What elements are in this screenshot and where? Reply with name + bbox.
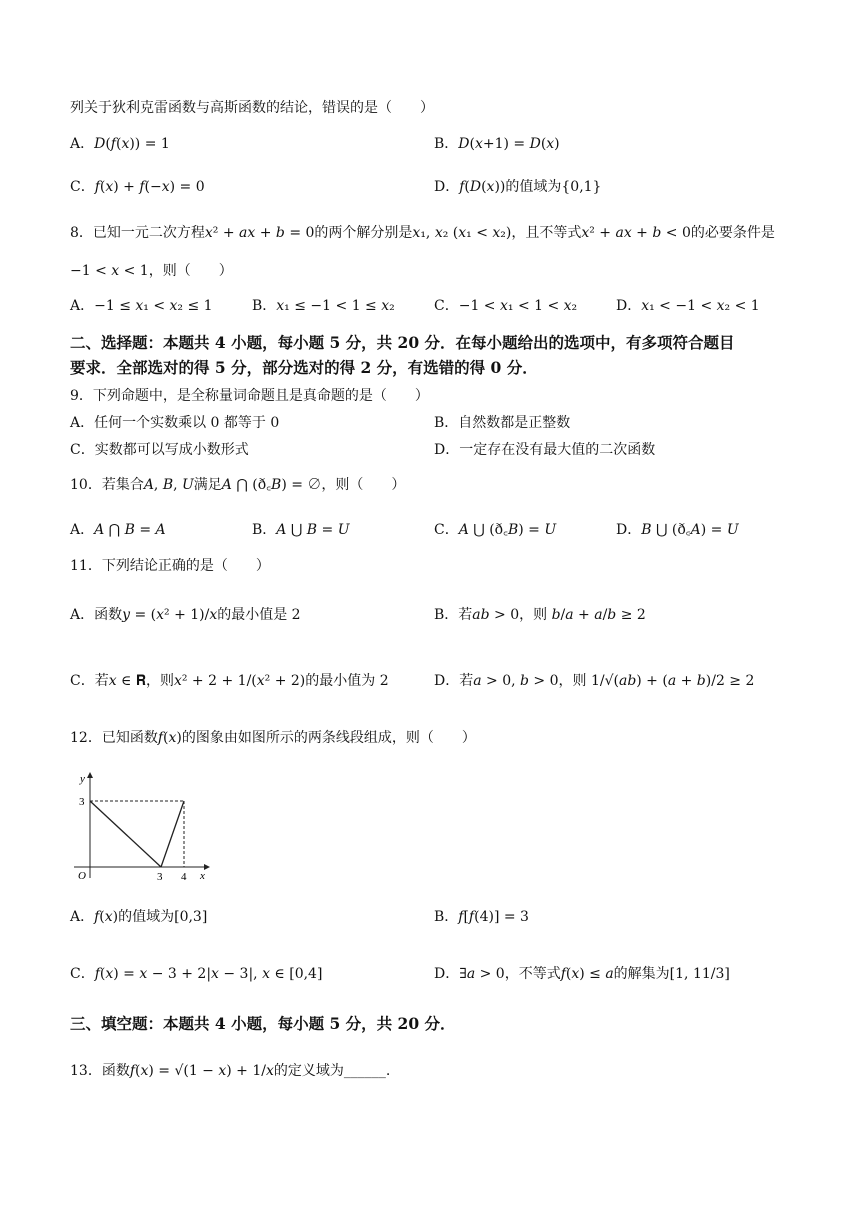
x-tick-4: 4 (181, 871, 187, 882)
q12-option-b: B．𝑓[𝑓(4)] = 3 (434, 909, 529, 925)
q9-option-a: A．任何一个实数乘以 0 都等于 0 (70, 415, 280, 431)
q10-option-d: D．𝐵 ⋃ (ð꜀𝐴) = 𝑈 (616, 522, 739, 538)
q10-stem: 10．若集合𝐴, 𝐵, 𝑈满足𝐴 ⋂ (ð꜀𝐵) = ∅，则（ ） (70, 477, 406, 493)
line-q7-stem: 列关于狄利克雷函数与高斯函数的结论，错误的是（ ） (70, 100, 434, 116)
q11-option-a: A．函数𝑦 = (𝑥² + 1)/𝑥的最小值是 2 (70, 607, 301, 623)
section-3-heading: 三、填空题：本题共 4 小题，每小题 5 分，共 20 分． (70, 1014, 456, 1033)
q10-option-a: A．𝐴 ⋂ 𝐵 = 𝐴 (70, 522, 166, 538)
q12-function-graph (70, 770, 210, 882)
q7-option-c: C．𝑓(𝑥) + 𝑓(−𝑥) = 0 (70, 179, 205, 195)
section-2-heading-continued: 要求．全部选对的得 5 分，部分选对的得 2 分，有选错的得 0 分． (70, 358, 538, 377)
segment-1 (90, 801, 161, 867)
q12-stem: 12．已知函数𝑓(𝑥)的图象由如图所示的两条线段组成，则（ ） (70, 730, 476, 746)
q13-stem: 13．函数𝑓(𝑥) = √(1 − 𝑥) + 1/𝑥的定义域为______. (70, 1063, 391, 1079)
q8-stem-continued: −1 < 𝑥 < 1，则（ ） (70, 263, 233, 279)
q7-option-d: D．𝑓(𝐷(𝑥))的值域为{0,1} (434, 179, 602, 195)
y-axis-label: y (80, 773, 85, 785)
q8-option-a: A．−1 ≤ 𝑥₁ < 𝑥₂ ≤ 1 (70, 298, 213, 314)
q12-option-a: A．𝑓(𝑥)的值域为[0,3] (70, 909, 208, 925)
origin-label: O (78, 870, 86, 882)
x-axis-arrow-icon (204, 864, 210, 870)
y-tick-3: 3 (79, 796, 85, 808)
q9-stem: 9．下列命题中，是全称量词命题且是真命题的是（ ） (70, 388, 429, 404)
q8-option-d: D．𝑥₁ < −1 < 𝑥₂ < 1 (616, 298, 760, 314)
q11-option-c: C．若𝑥 ∈ 𝐑，则𝑥² + 2 + 1/(𝑥² + 2)的最小值为 2 (70, 673, 389, 689)
q11-stem: 11．下列结论正确的是（ ） (70, 558, 270, 574)
q9-option-c: C．实数都可以写成小数形式 (70, 442, 249, 458)
x-axis-label: x (200, 870, 205, 882)
q10-option-c: C．𝐴 ⋃ (ð꜀𝐵) = 𝑈 (434, 522, 557, 538)
q11-option-b: B．若𝑎𝑏 > 0，则 𝑏/𝑎 + 𝑎/𝑏 ≥ 2 (434, 607, 646, 623)
q10-option-b: B．𝐴 ⋃ 𝐵 = 𝑈 (252, 522, 350, 538)
q7-option-b: B．𝐷(𝑥+1) = 𝐷(𝑥) (434, 136, 560, 152)
q11-option-d: D．若𝑎 > 0, 𝑏 > 0，则 1/√(𝑎𝑏) + (𝑎 + 𝑏)/2 ≥ 2 (434, 673, 755, 689)
y-axis-arrow-icon (87, 772, 93, 778)
q8-option-c: C．−1 < 𝑥₁ < 1 < 𝑥₂ (434, 298, 578, 314)
segment-2 (161, 801, 184, 867)
x-tick-3: 3 (157, 871, 163, 882)
q9-option-d: D．一定存在没有最大值的二次函数 (434, 442, 656, 458)
section-2-heading: 二、选择题：本题共 4 小题，每小题 5 分，共 20 分．在每小题给出的选项中，有多项符合题目 (70, 333, 735, 352)
q8-stem: 8．已知一元二次方程𝑥² + 𝑎𝑥 + 𝑏 = 0的两个解分别是𝑥₁, 𝑥₂ (𝑥₁ < 𝑥₂)，且不等式𝑥² + 𝑎𝑥 + 𝑏 < 0的必要条件是 (70, 225, 775, 241)
q7-option-a: A．𝐷(𝑓(𝑥)) = 1 (70, 136, 170, 152)
q8-option-b: B．𝑥₁ ≤ −1 < 1 ≤ 𝑥₂ (252, 298, 395, 314)
q12-option-d: D．∃𝑎 > 0，不等式𝑓(𝑥) ≤ 𝑎的解集为[1, 11/3] (434, 966, 730, 982)
q12-option-c: C．𝑓(𝑥) = 𝑥 − 3 + 2|𝑥 − 3|, 𝑥 ∈ [0,4] (70, 966, 323, 982)
q9-option-b: B．自然数都是正整数 (434, 415, 571, 431)
